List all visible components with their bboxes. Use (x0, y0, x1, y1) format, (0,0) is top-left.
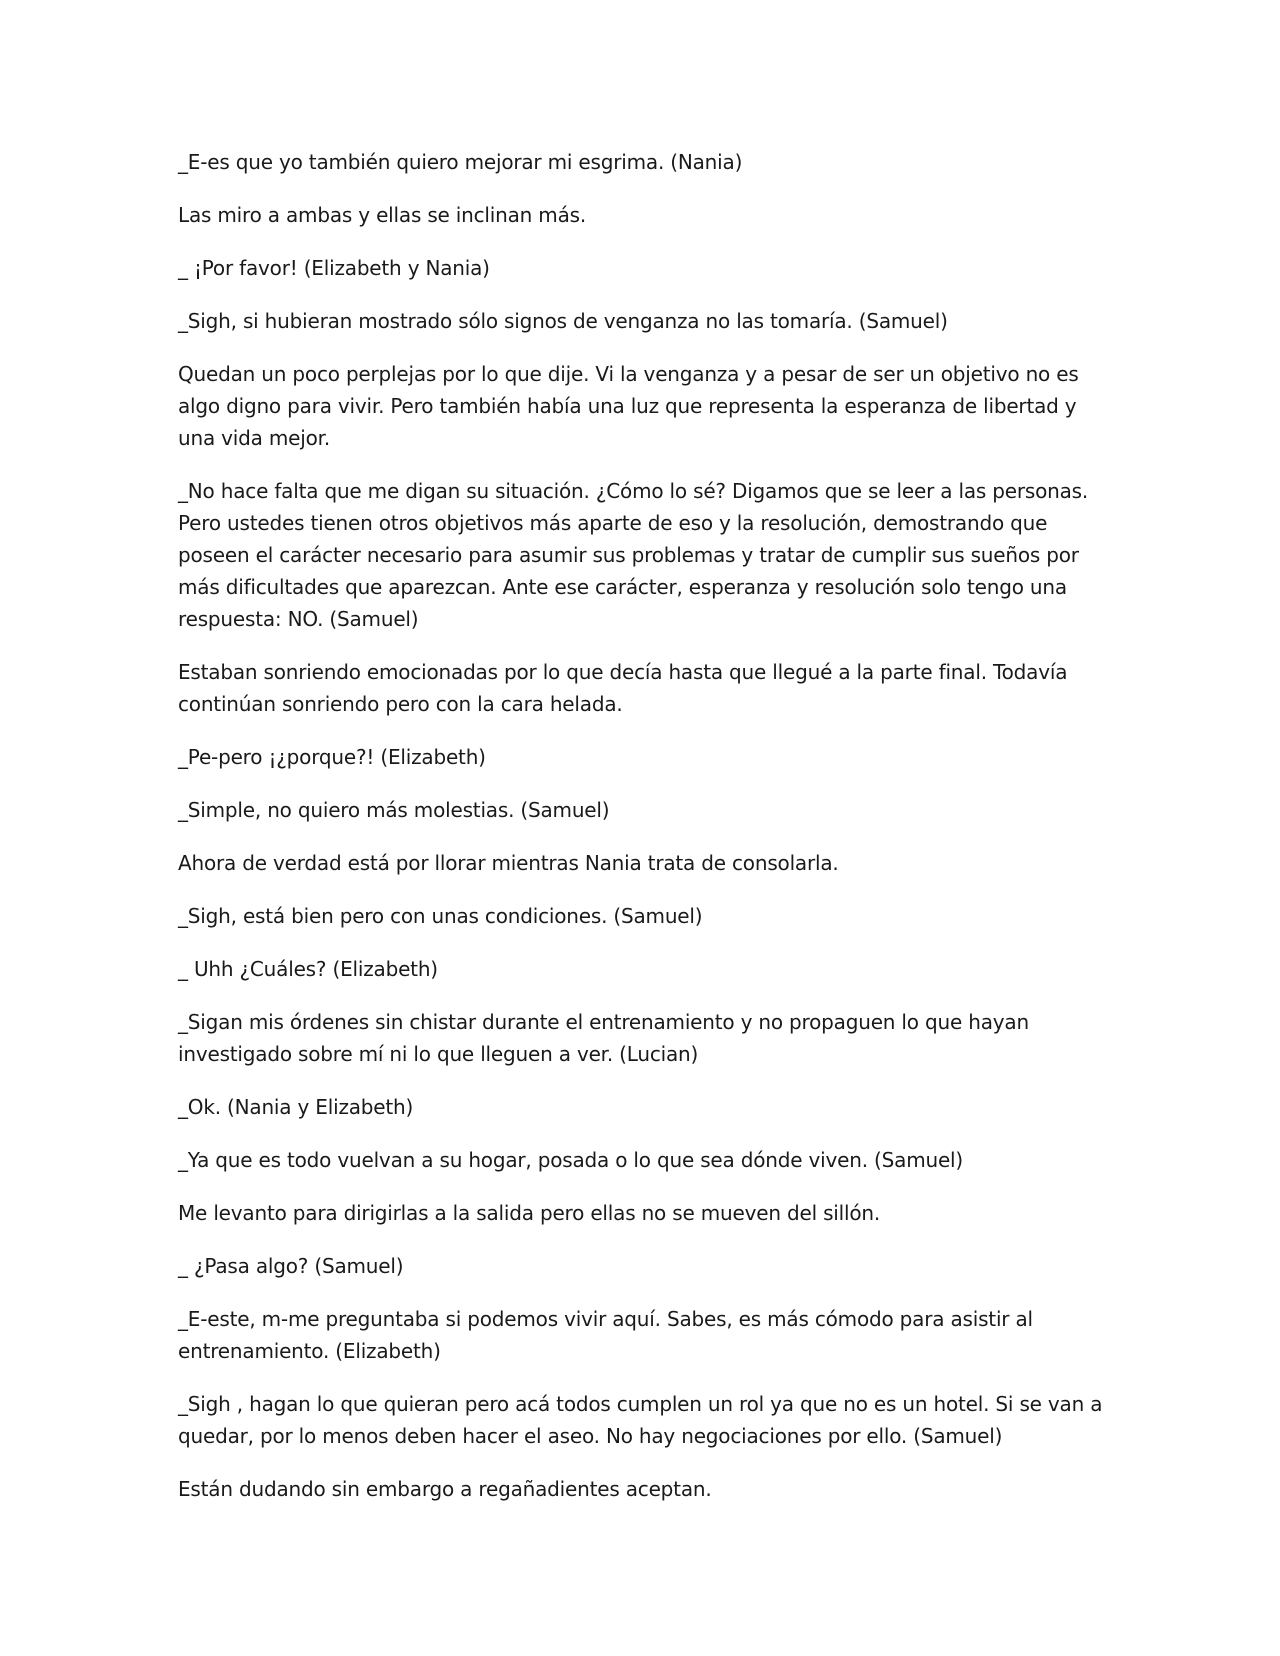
paragraph: Estaban sonriendo emocionadas por lo que decía hasta que llegué a la parte final. Todavía continúan sonriendo pero con la cara helada. (178, 660, 1068, 716)
paragraph: _Sigh , hagan lo que quieran pero acá todos cumplen un rol ya que no es un hotel. Si se van a quedar, por lo menos deben hacer el aseo. No hay negociaciones por ello. (Samuel) (178, 1392, 1103, 1448)
paragraph: Las miro a ambas y ellas se inclinan más. (178, 203, 587, 227)
document-body (178, 146, 1108, 1526)
paragraph: _Simple, no quiero más molestias. (Samuel) (178, 798, 610, 822)
paragraph: _Pe-pero ¡¿porque?! (Elizabeth) (178, 745, 486, 769)
paragraph: Me levanto para dirigirlas a la salida pero ellas no se mueven del sillón. (178, 1201, 881, 1225)
paragraph: _Sigh, está bien pero con unas condiciones. (Samuel) (178, 904, 703, 928)
paragraph: _E-este, m-me preguntaba si podemos vivir aquí. Sabes, es más cómodo para asistir al entrenamiento. (Elizabeth) (178, 1307, 1033, 1363)
paragraph: _E-es que yo también quiero mejorar mi esgrima. (Nania) (178, 150, 743, 174)
paragraph: Quedan un poco perplejas por lo que dije. Vi la venganza y a pesar de ser un objetivo no es algo digno para vivir. Pero también había una luz que representa la esperanza de libertad y una vida mejor. (178, 362, 1079, 450)
paragraph: _Ya que es todo vuelvan a su hogar, posada o lo que sea dónde viven. (Samuel) (178, 1148, 964, 1172)
paragraph: _Sigh, si hubieran mostrado sólo signos de venganza no las tomaría. (Samuel) (178, 309, 948, 333)
paragraph: Están dudando sin embargo a regañadientes aceptan. (178, 1477, 712, 1501)
paragraph: _No hace falta que me digan su situación. ¿Cómo lo sé? Digamos que se leer a las personas. Pero ustedes tienen otros objetivos más aparte de eso y la resolución, demostrando que poseen el carácter necesario para asumir sus problemas y tratar de cumplir sus sueños por más dificultades que aparezcan. Ante ese carácter, esperanza y resolución solo tengo una respuesta: NO. (Samuel) (178, 479, 1089, 631)
paragraph: _ Uhh ¿Cuáles? (Elizabeth) (178, 957, 438, 981)
paragraph: Ahora de verdad está por llorar mientras Nania trata de consolarla. (178, 851, 839, 875)
paragraph: _ ¿Pasa algo? (Samuel) (178, 1254, 404, 1278)
paragraph: _ ¡Por favor! (Elizabeth y Nania) (178, 256, 490, 280)
paragraph: _Ok. (Nania y Elizabeth) (178, 1095, 414, 1119)
paragraph: _Sigan mis órdenes sin chistar durante el entrenamiento y no propaguen lo que hayan investigado sobre mí ni lo que lleguen a ver. (Lucian) (178, 1010, 1029, 1066)
